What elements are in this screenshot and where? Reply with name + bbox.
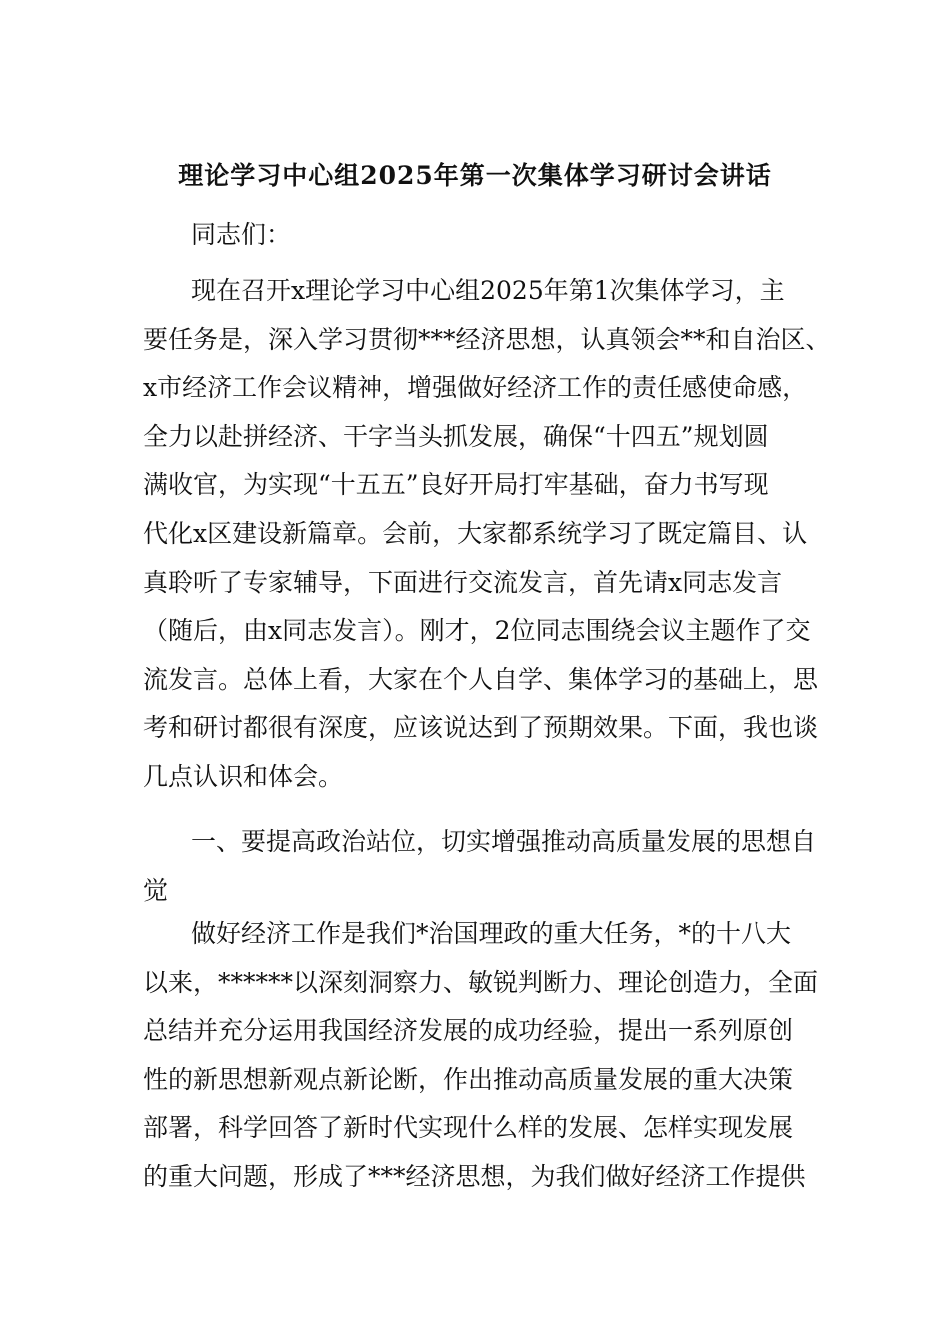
- paragraph-line: 流发言。总体上看，大家在个人自学、集体学习的基础上，思: [143, 664, 819, 694]
- heading-line: 一、要提高政治站位，切实增强推动高质量发展的思想自: [191, 827, 817, 856]
- paragraph-line: 真聆听了专家辅导，下面进行交流发言，首先请x同志发言: [143, 567, 783, 597]
- paragraph-line: 考和研讨都很有深度，应该说达到了预期效果。下面，我也谈: [143, 713, 819, 743]
- paragraph-line: 做好经济工作是我们*治国理政的重大任务，*的十八大: [191, 919, 792, 948]
- document-title: 理论学习中心组2025年第一次集体学习研讨会讲话: [178, 161, 772, 190]
- paragraph-section-1: [143, 910, 823, 1202]
- paragraph-line: 的重大问题，形成了***经济思想，为我们做好经济工作提供: [143, 1161, 806, 1191]
- paragraph-line: 性的新思想新观点新论断，作出推动高质量发展的重大决策: [143, 1064, 794, 1094]
- section-heading-1: [143, 818, 823, 915]
- paragraph-line: 现在召开x理论学习中心组2025年第1次集体学习，主: [191, 276, 785, 305]
- paragraph-opening: [143, 267, 831, 802]
- greeting-line: 同志们：: [191, 220, 292, 249]
- paragraph-line: x市经济工作会议精神，增强做好经济工作的责任感使命感，: [143, 373, 808, 403]
- paragraph-line: 代化x区建设新篇章。会前，大家都系统学习了既定篇目、认: [143, 518, 808, 548]
- paragraph-line: 全力以赴拼经济、干字当头抓发展，确保“十四五”规划圆: [143, 421, 769, 451]
- paragraph-line: 部署，科学回答了新时代实现什么样的发展、怎样实现发展: [143, 1113, 794, 1143]
- paragraph-line: 满收官，为实现“十五五”良好开局打牢基础，奋力书写现: [143, 470, 769, 500]
- greeting: [143, 211, 823, 260]
- paragraph-line: 几点认识和体会。: [143, 761, 344, 791]
- paragraph-line: （随后，由x同志发言）。刚才，2位同志围绕会议主题作了交: [143, 616, 811, 646]
- heading-line: 觉: [143, 875, 169, 905]
- paragraph-line: 总结并充分运用我国经济发展的成功经验，提出一系列原创: [143, 1016, 794, 1046]
- paragraph-line: 以来，******以深刻洞察力、敏锐判断力、理论创造力，全面: [143, 967, 819, 997]
- paragraph-line: 要任务是，深入学习贯彻***经济思想，认真领会**和自治区、: [143, 324, 831, 354]
